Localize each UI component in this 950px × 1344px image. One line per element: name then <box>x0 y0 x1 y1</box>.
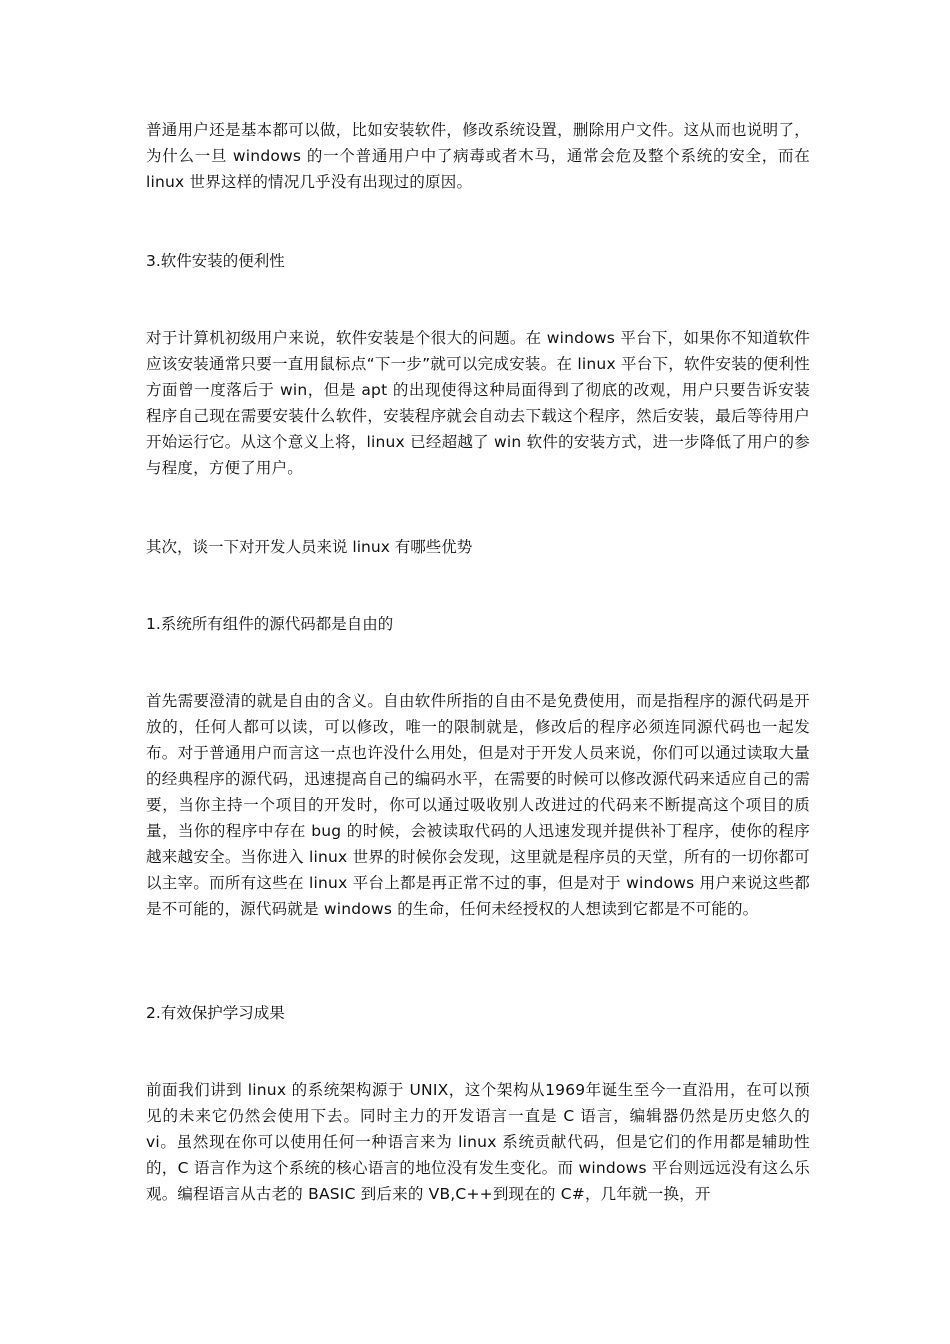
heading-developer-advantages: 其次，谈一下对开发人员来说 linux 有哪些优势 <box>146 538 473 556</box>
heading-software-install: 3.软件安装的便利性 <box>146 252 285 270</box>
paragraph-software-install: 对于计算机初级用户来说，软件安装是个很大的问题。在 windows 平台下，如果你不知道软件应该安装通常只要一直用鼠标点“下一步”就可以完成安装。在 linux 平台下，软件安装的便利性方面曾一度落后于 win，但是 apt 的出现使得这种局面得到了彻底的改观，用户只要告诉安装程序自己现在需要安装什么软件，安装程序就会自动去下载这个程序，然后安装，最后等待用户开始运行它。从这个意义上将，linux 已经超越了 win 软件的安装方式，进一步降低了用户的参与程度，方便了用户。 <box>146 329 810 477</box>
heading-learning-results: 2.有效保护学习成果 <box>146 1004 285 1022</box>
paragraph-open-source: 首先需要澄清的就是自由的含义。自由软件所指的自由不是免费使用，而是指程序的源代码是开放的，任何人都可以读，可以修改，唯一的限制就是，修改后的程序必须连同源代码也一起发布。对于普通用户而言这一点也许没什么用处，但是对于开发人员来说，你们可以通过读取大量的经典程序的源代码，迅速提高自己的编码水平，在需要的时候可以修改源代码来适应自己的需要，当你主持一个项目的开发时，你可以通过吸收别人改进过的代码来不断提高这个项目的质量，当你的程序中存在 bug 的时候，会被读取代码的人迅速发现并提供补丁程序，使你的程序越来越安全。当你进入 linux 世界的时候你会发现，这里就是程序员的天堂，所有的一切你都可以主宰。而所有这些在 linux 平台上都是再正常不过的事，但是对于 windows 用户来说这些都是不可能的，源代码就是 windows 的生命，任何未经授权的人想读到它都是不可能的。 <box>146 692 810 918</box>
paragraph-learning-results: 前面我们讲到 linux 的系统架构源于 UNIX，这个架构从1969年诞生至今一直沿用，在可以预见的未来它仍然会使用下去。同时主力的开发语言一直是 C 语言，编辑器仍然是历史悠久的 vi。虽然现在你可以使用任何一种语言来为 linux 系统贡献代码，但是它们的作用都是辅助性的，C 语言作为这个系统的核心语言的地位没有发生变化。而 windows 平台则远远没有这么乐观。编程语言从古老的 BASIC 到后来的 VB,C++到现在的 C#，几年就一换，开 <box>146 1081 810 1203</box>
heading-open-source: 1.系统所有组件的源代码都是自由的 <box>146 615 394 633</box>
paragraph-permissions: 普通用户还是基本都可以做，比如安装软件，修改系统设置，删除用户文件。这从而也说明了，为什么一旦 windows 的一个普通用户中了病毒或者木马，通常会危及整个系统的安全，而在 linux 世界这样的情况几乎没有出现过的原因。 <box>146 121 810 191</box>
